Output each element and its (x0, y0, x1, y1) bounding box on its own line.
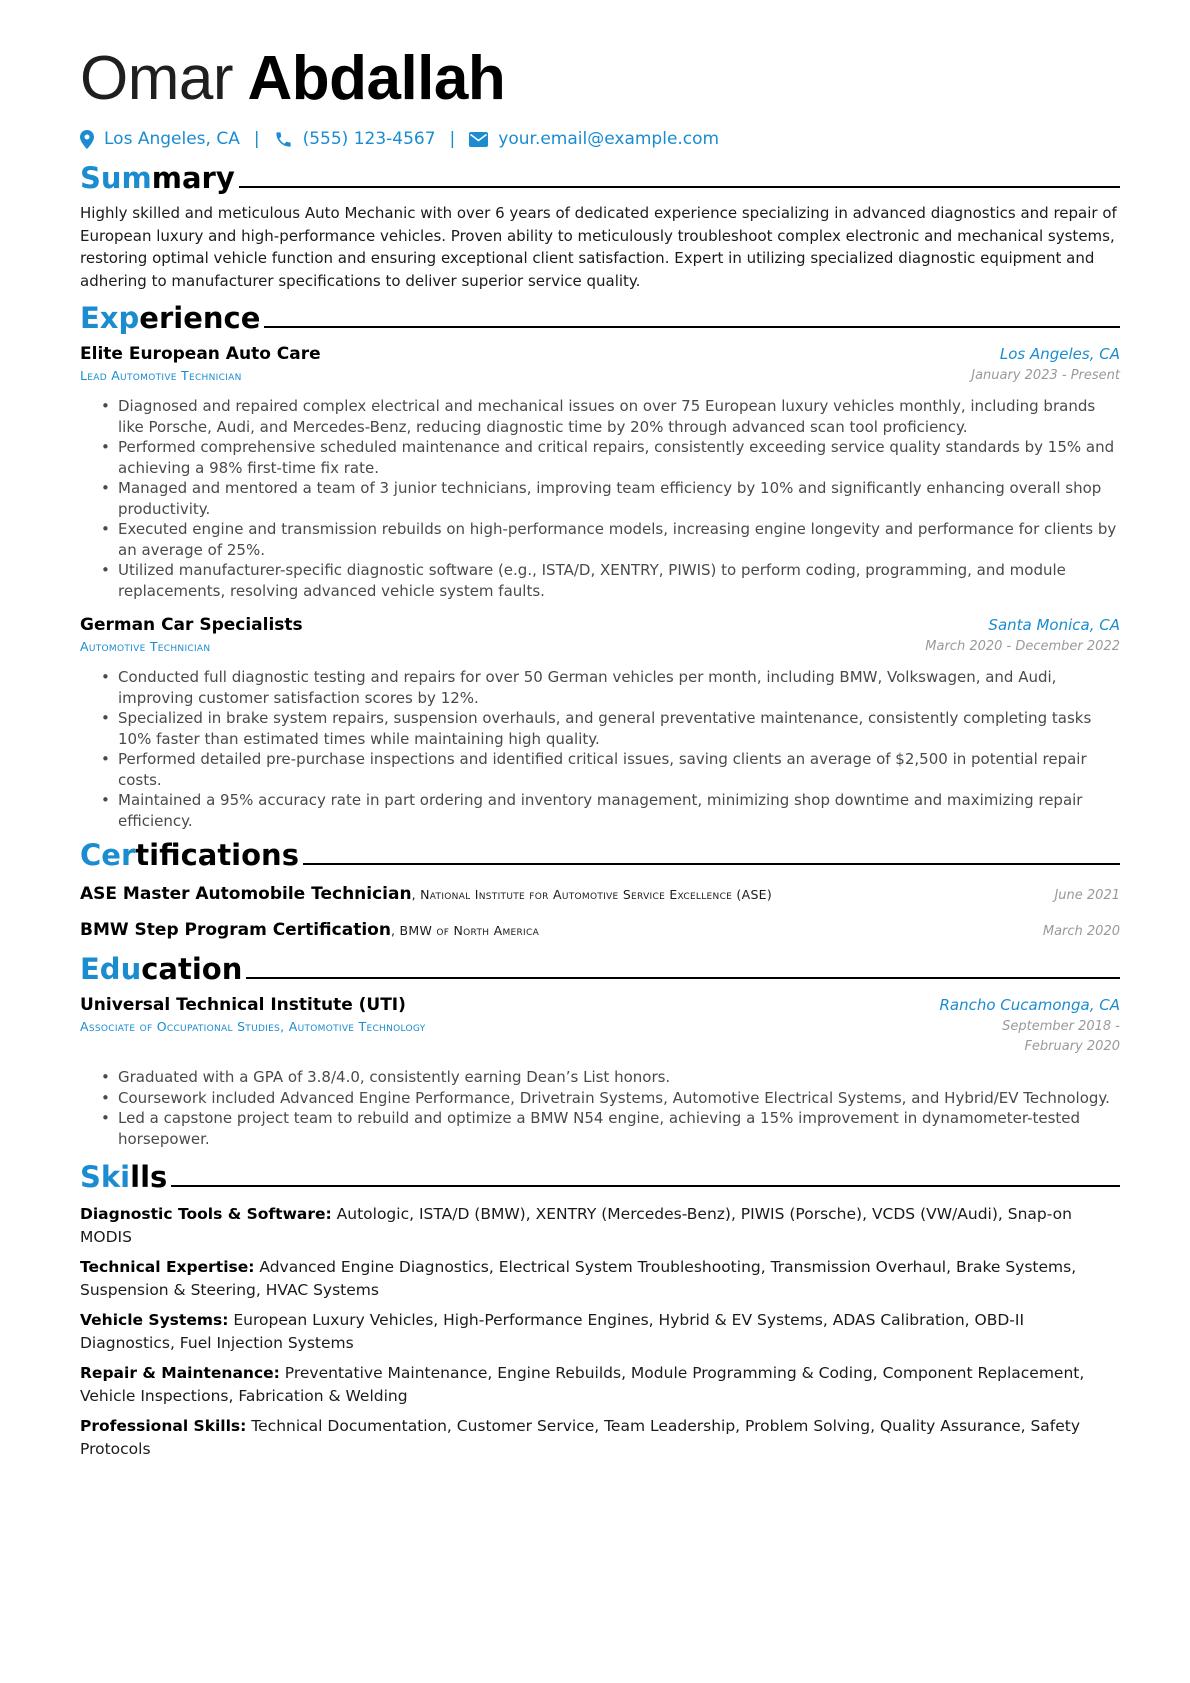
last-name: Abdallah (247, 44, 506, 113)
summary-heading: Summary (80, 160, 1120, 196)
education-entry (80, 993, 1120, 1149)
contact-separator: | (449, 129, 456, 149)
job-location: Los Angeles, CA (999, 345, 1120, 363)
education-dates: September 2018 - February 2020 (1002, 1019, 1120, 1054)
list-item: • Maintained a 95% accuracy rate in part ordering and inventory management, minimizing shop downtime and maximizing repair efficiency. (118, 790, 1120, 831)
job-title: Lead Automotive Technician (80, 368, 242, 383)
job-location: Santa Monica, CA (988, 616, 1120, 634)
first-name: Omar (80, 44, 233, 113)
skill-label: Diagnostic Tools & Software: (80, 1205, 332, 1223)
list-item: • Coursework included Advanced Engine Performance, Drivetrain Systems, Automotive Electrical Systems, and Hybrid/EV Technology. (118, 1088, 1120, 1109)
skill-label: Professional Skills: (80, 1417, 247, 1435)
certifications-heading: Certifications (80, 837, 1120, 873)
job-employer: Elite European Auto Care (80, 344, 321, 364)
certification-item (80, 917, 1120, 945)
list-item: • Managed and mentored a team of 3 junior technicians, improving team efficiency by 10% and significantly enhancing overall shop productivity. (118, 478, 1120, 519)
list-item: • Diagnosed and repaired complex electrical and mechanical issues on over 75 European luxury vehicles monthly, including brands like Porsche, Audi, and Mercedes-Benz, reducing diagnostic time by 20% through advanced scan tool proficiency. (118, 396, 1120, 437)
envelope-icon (469, 132, 488, 147)
certification-date: June 2021 (1054, 888, 1120, 903)
job-employer: German Car Specialists (80, 615, 303, 635)
list-item: • Conducted full diagnostic testing and repairs for over 50 German vehicles per month, including BMW, Volkswagen, and Audi, improving customer satisfaction scores by 12%. (118, 667, 1120, 708)
list-item: • Executed engine and transmission rebuilds on high-performance models, increasing engine longevity and performance for clients by an average of 25%. (118, 519, 1120, 560)
skill-text: Autologic, ISTA/D (BMW), XENTRY (Mercedes-Benz), PIWIS (Porsche), VCDS (VW/Audi), Snap-on MODIS (80, 1205, 1072, 1246)
section-rule (239, 186, 1120, 188)
job-entry (80, 342, 1120, 601)
contact-location (80, 129, 240, 149)
certification-name: ASE Master Automobile Technician (80, 884, 412, 904)
job-dates: March 2020 - December 2022 (925, 639, 1120, 654)
job-bullets (80, 396, 1120, 601)
skill-label: Repair & Maintenance: (80, 1364, 280, 1382)
skill-row (80, 1415, 1120, 1460)
skill-label: Technical Expertise: (80, 1258, 255, 1276)
job-title: Automotive Technician (80, 639, 211, 654)
skill-text: Technical Documentation, Customer Service, Team Leadership, Problem Solving, Quality Assurance, Safety Protocols (80, 1417, 1081, 1458)
skill-label: Vehicle Systems: (80, 1311, 229, 1329)
list-item: • Performed detailed pre-purchase inspections and identified critical issues, saving clients an average of $2,500 in potential repair costs. (118, 749, 1120, 790)
skill-row (80, 1203, 1120, 1248)
list-item: • Performed comprehensive scheduled maintenance and critical repairs, consistently exceeding service quality standards by 15% and achieving a 98% first-time fix rate. (118, 437, 1120, 478)
skill-row (80, 1256, 1120, 1301)
skill-text: European Luxury Vehicles, High-Performance Engines, Hybrid & EV Systems, ADAS Calibration, OBD-II Diagnostics, Fuel Injection Systems (80, 1311, 1025, 1352)
section-rule (246, 977, 1120, 979)
map-pin-icon (80, 130, 94, 149)
candidate-name (80, 40, 1120, 118)
contact-line (80, 124, 1120, 154)
degree: Associate of Occupational Studies, Automotive Technology (80, 1019, 426, 1034)
phone-icon (274, 130, 293, 149)
list-item: • Specialized in brake system repairs, suspension overhauls, and general preventative maintenance, consistently completing tasks 10% faster than estimated times while maintaining high quality. (118, 708, 1120, 749)
certification-date: March 2020 (1042, 924, 1120, 939)
section-rule (264, 326, 1120, 328)
section-rule (303, 863, 1120, 865)
certification-issuer: , BMW of North America (390, 923, 540, 938)
school-location: Rancho Cucamonga, CA (939, 996, 1120, 1014)
skill-row (80, 1362, 1120, 1407)
skill-text: Preventative Maintenance, Engine Rebuilds, Module Programming & Coding, Component Replacement, Vehicle Inspections, Fabrication & Welding (80, 1364, 1085, 1405)
list-item: • Utilized manufacturer-specific diagnostic software (e.g., ISTA/D, XENTRY, PIWIS) to perform coding, programming, and module replacements, resolving advanced vehicle system faults. (118, 560, 1120, 601)
summary-text: Highly skilled and meticulous Auto Mechanic with over 6 years of dedicated experience specializing in advanced diagnostics and repair of European luxury and high-performance vehicles. Proven ability to meticulously troubleshoot complex electronic and mechanical systems, restoring optimal vehicle function and ensuring exceptional client satisfaction. Expert in utilizing specialized diagnostic equipment and adhering to manufacturer specifications to deliver superior service quality. (80, 204, 1117, 290)
phone-text: (555) 123-4567 (302, 129, 436, 149)
email-text: your.email@example.com (498, 129, 720, 149)
certification-item (80, 881, 1120, 909)
job-dates: January 2023 - Present (971, 368, 1120, 383)
location-text: Los Angeles, CA (104, 129, 240, 149)
education-bullets (80, 1067, 1120, 1149)
certification-issuer: , National Institute for Automotive Service Excellence (ASE) (411, 887, 773, 902)
certification-name: BMW Step Program Certification (80, 920, 391, 940)
skills-heading: Skills (80, 1159, 1120, 1195)
school-name: Universal Technical Institute (UTI) (80, 995, 406, 1015)
list-item: • Graduated with a GPA of 3.8/4.0, consistently earning Dean’s List honors. (118, 1067, 1120, 1088)
job-entry (80, 613, 1120, 831)
contact-separator: | (253, 129, 260, 149)
education-heading: Education (80, 951, 1120, 987)
contact-phone[interactable] (274, 129, 436, 149)
experience-heading: Experience (80, 300, 1120, 336)
contact-email[interactable] (469, 129, 719, 149)
section-rule (171, 1185, 1120, 1187)
job-bullets (80, 667, 1120, 831)
list-item: • Led a capstone project team to rebuild and optimize a BMW N54 engine, achieving a 15% improvement in dynamometer-tested horsepower. (118, 1108, 1120, 1149)
skill-row (80, 1309, 1120, 1354)
skill-text: Advanced Engine Diagnostics, Electrical System Troubleshooting, Transmission Overhaul, Brake Systems, Suspension & Steering, HVAC Systems (80, 1258, 1077, 1299)
